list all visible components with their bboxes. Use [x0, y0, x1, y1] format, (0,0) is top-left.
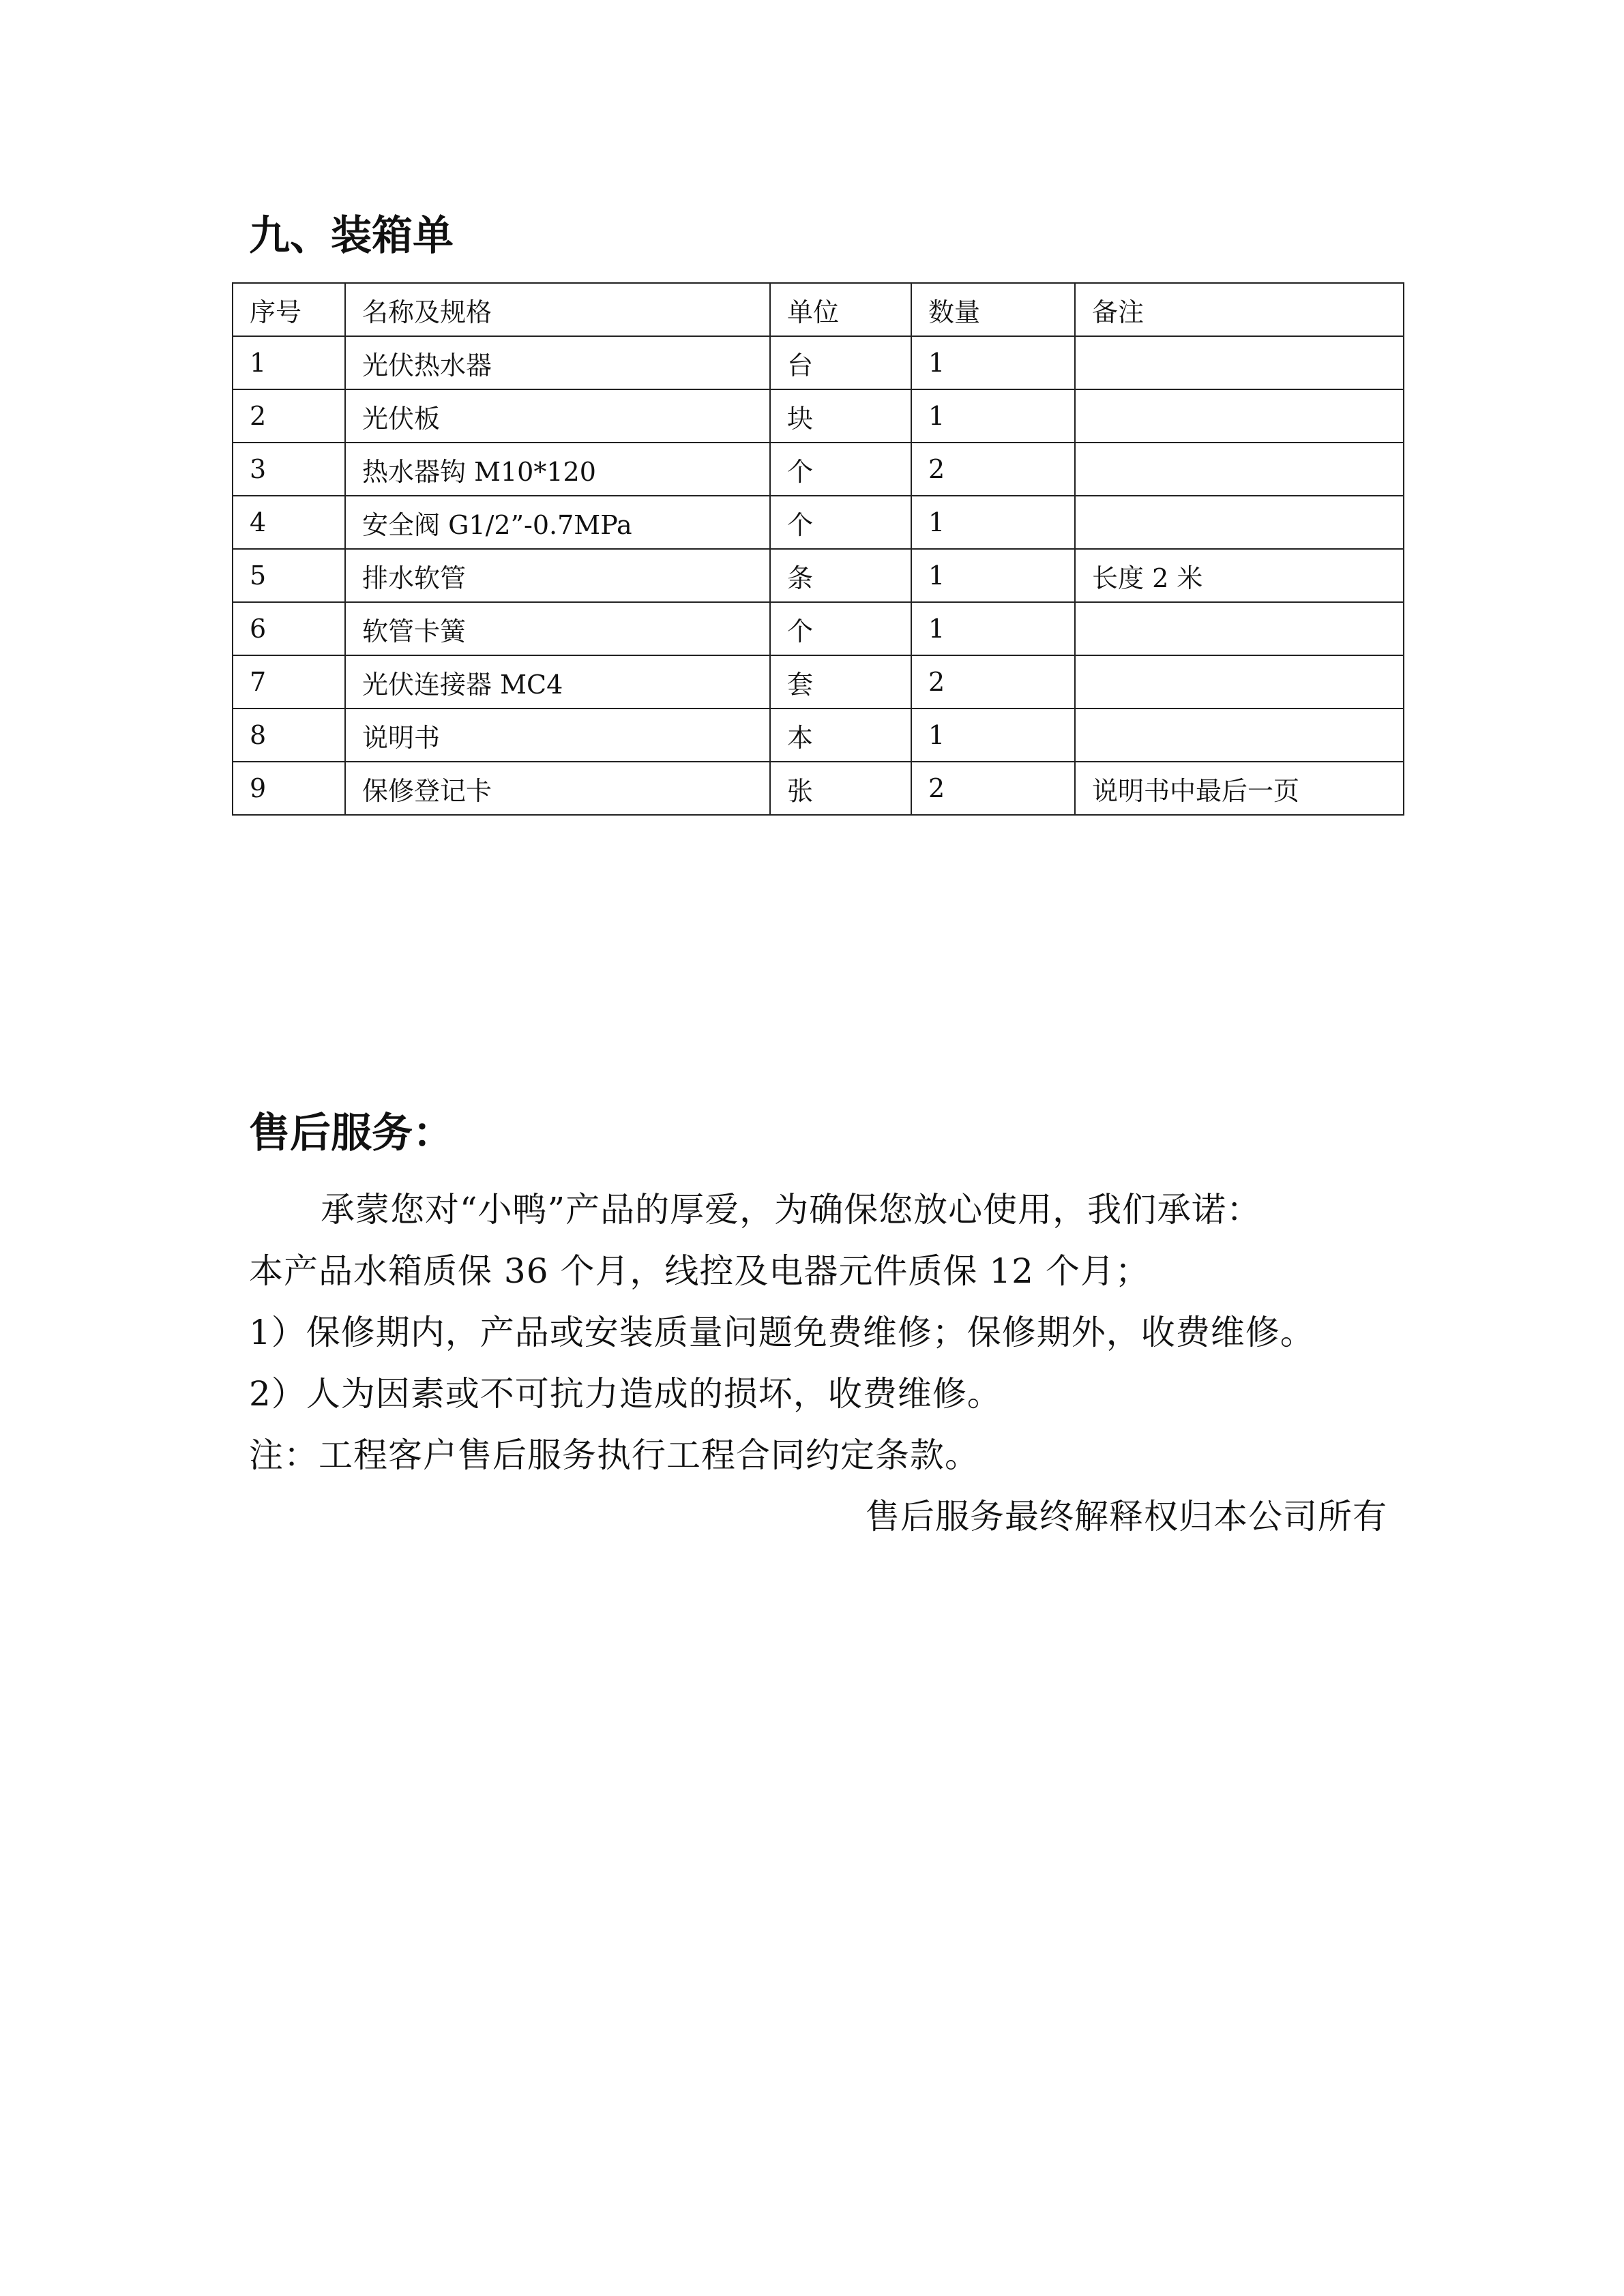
- cell-index: 7: [233, 655, 345, 709]
- cell-quantity: 1: [911, 336, 1075, 389]
- header-name-spec: 名称及规格: [345, 283, 770, 336]
- header-unit: 单位: [770, 283, 911, 336]
- table-row: [233, 602, 1404, 655]
- warranty-period-text: 本产品水箱质保 36 个月，线控及电器元件质保 12 个月；: [249, 1251, 1150, 1291]
- cell-remarks: 长度 2 米: [1075, 549, 1404, 602]
- cell-remarks: 说明书中最后一页: [1075, 762, 1404, 815]
- cell-remarks: [1075, 443, 1404, 496]
- cell-index: 1: [233, 336, 345, 389]
- cell-unit: 本: [770, 709, 911, 762]
- cell-remarks: [1075, 655, 1404, 709]
- cell-name-spec: 安全阀 G1/2”-0.7MPa: [345, 496, 770, 549]
- interpretation-rights: 售后服务最终解释权归本公司所有: [866, 1497, 1387, 1536]
- cell-name-spec: 热水器钩 M10*120: [345, 443, 770, 496]
- engineering-note: 注：工程客户售后服务执行工程合同约定条款。: [249, 1435, 979, 1475]
- warranty-term-2: 2）人为因素或不可抗力造成的损坏，收费维修。: [249, 1374, 1002, 1414]
- cell-quantity: 1: [911, 549, 1075, 602]
- cell-index: 2: [233, 389, 345, 443]
- header-index: 序号: [233, 283, 345, 336]
- packing-list-table: [232, 282, 1404, 816]
- cell-unit: 台: [770, 336, 911, 389]
- after-sales-title: 售后服务：: [249, 1109, 454, 1157]
- cell-quantity: 2: [911, 655, 1075, 709]
- cell-index: 6: [233, 602, 345, 655]
- cell-unit: 块: [770, 389, 911, 443]
- cell-quantity: 2: [911, 443, 1075, 496]
- table-row: [233, 496, 1404, 549]
- cell-remarks: [1075, 602, 1404, 655]
- cell-name-spec: 排水软管: [345, 549, 770, 602]
- header-quantity: 数量: [911, 283, 1075, 336]
- cell-remarks: [1075, 709, 1404, 762]
- cell-index: 3: [233, 443, 345, 496]
- warranty-term-1: 1）保修期内，产品或安装质量问题免费维修；保修期外，收费维修。: [249, 1313, 1315, 1352]
- cell-name-spec: 保修登记卡: [345, 762, 770, 815]
- cell-name-spec: 光伏板: [345, 389, 770, 443]
- cell-quantity: 1: [911, 496, 1075, 549]
- after-sales-intro: 承蒙您对“小鸭”产品的厚爱，为确保您放心使用，我们承诺：: [321, 1190, 1262, 1229]
- cell-quantity: 1: [911, 389, 1075, 443]
- cell-name-spec: 光伏连接器 MC4: [345, 655, 770, 709]
- cell-unit: 个: [770, 443, 911, 496]
- cell-index: 4: [233, 496, 345, 549]
- table-header-row: [233, 283, 1404, 336]
- table-row: [233, 389, 1404, 443]
- cell-unit: 条: [770, 549, 911, 602]
- cell-unit: 张: [770, 762, 911, 815]
- table-row: [233, 336, 1404, 389]
- cell-unit: 个: [770, 602, 911, 655]
- cell-remarks: [1075, 496, 1404, 549]
- header-remarks: 备注: [1075, 283, 1404, 336]
- table-row: [233, 709, 1404, 762]
- cell-name-spec: 光伏热水器: [345, 336, 770, 389]
- table-row: [233, 655, 1404, 709]
- cell-quantity: 1: [911, 709, 1075, 762]
- cell-index: 5: [233, 549, 345, 602]
- cell-index: 9: [233, 762, 345, 815]
- cell-remarks: [1075, 389, 1404, 443]
- cell-index: 8: [233, 709, 345, 762]
- packing-list-title: 九、装箱单: [249, 212, 454, 260]
- table-row: [233, 762, 1404, 815]
- cell-unit: 套: [770, 655, 911, 709]
- cell-name-spec: 说明书: [345, 709, 770, 762]
- cell-unit: 个: [770, 496, 911, 549]
- cell-remarks: [1075, 336, 1404, 389]
- cell-quantity: 1: [911, 602, 1075, 655]
- table-row: [233, 443, 1404, 496]
- cell-quantity: 2: [911, 762, 1075, 815]
- cell-name-spec: 软管卡簧: [345, 602, 770, 655]
- table-row: [233, 549, 1404, 602]
